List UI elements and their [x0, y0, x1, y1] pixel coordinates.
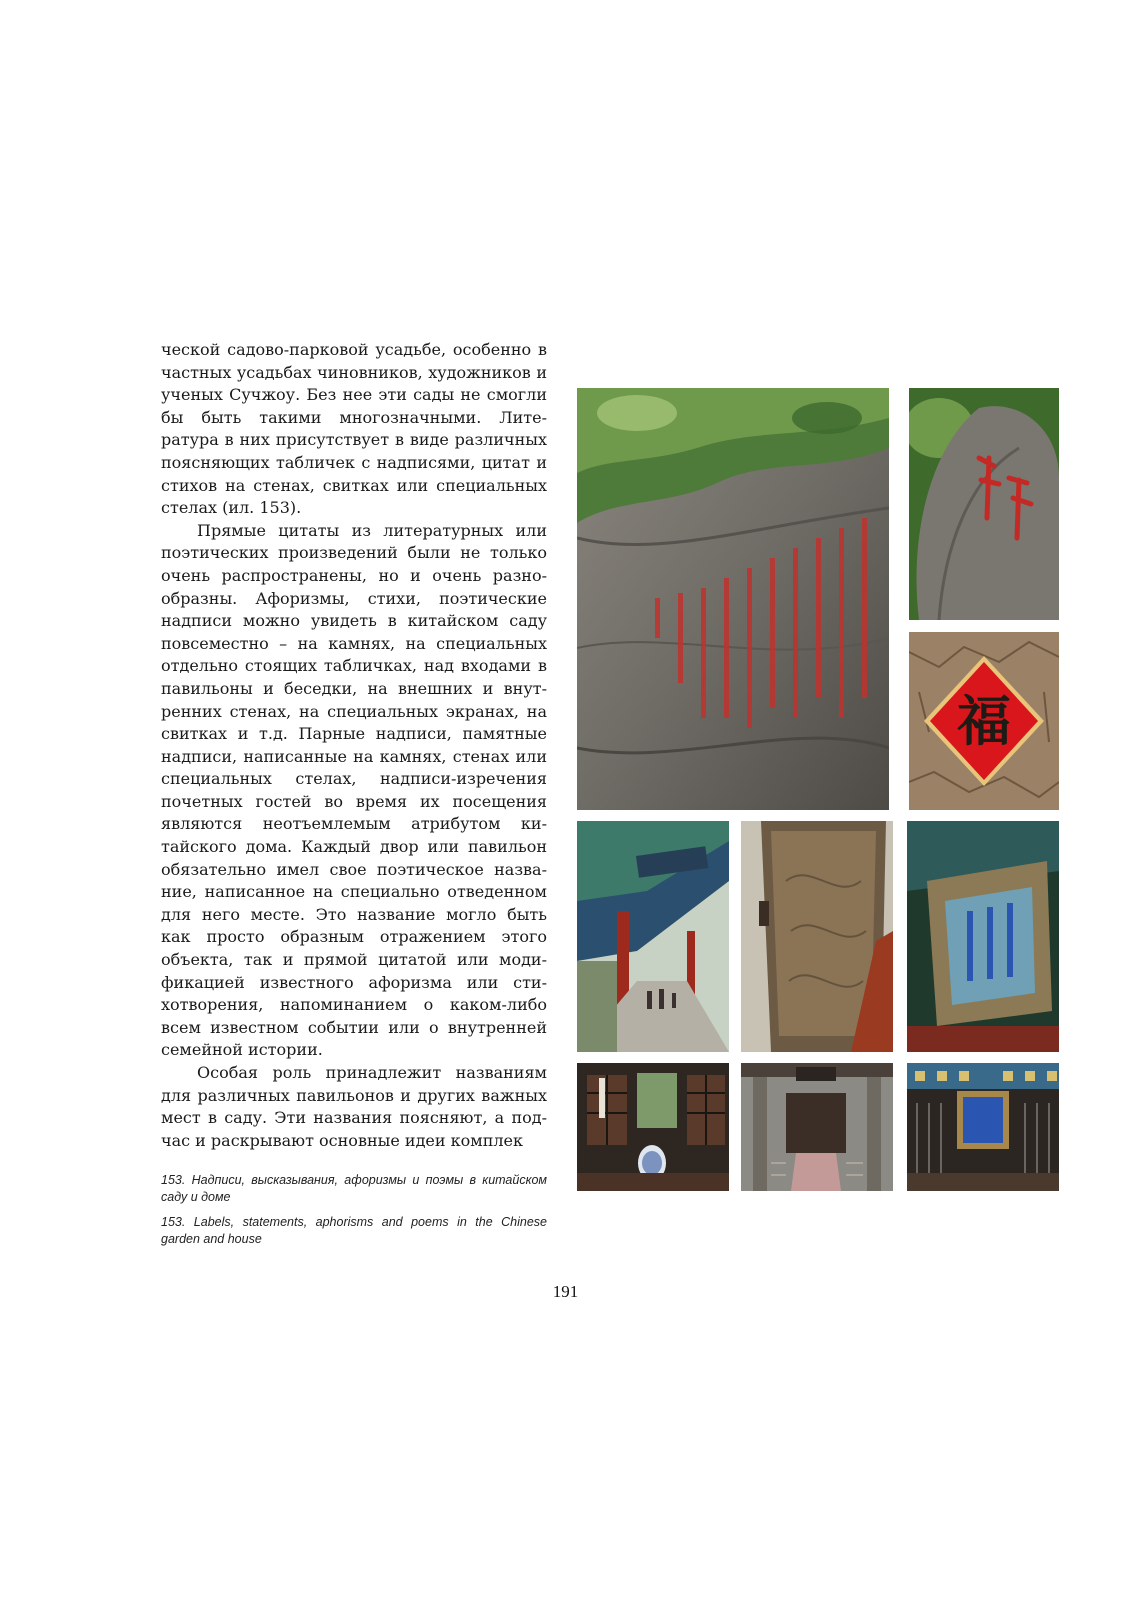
photo-fu-diamond: [909, 632, 1059, 810]
caption-english: 153. Labels, statements, aphorisms and poems in the Chinese garden and house: [161, 1215, 547, 1246]
photo-rock-inscription: [577, 388, 889, 810]
photo-ornate-plaque: [907, 821, 1059, 1052]
body-text-column: [161, 339, 547, 1152]
paragraph-1: ческой садово-парковой усадьбе, особенно в частных усадьбах чиновников, художников и ученых Сучжоу. Без нее эти сады не смогли бы быть такими многозначными. Литература в них присутствует в виде различных поясняющих табличек с надписями, цитат и стихов на стенах, свитках или специальных стелах (ил. 153).: [161, 340, 547, 518]
photo-blue-plaque: [907, 1063, 1059, 1191]
page-number: 191: [552, 1282, 579, 1301]
photo-interior-windows: [577, 1063, 729, 1191]
photo-corridor: [577, 821, 729, 1052]
photo-rock-characters: [909, 388, 1059, 620]
paragraph-2: Прямые цитаты из литературных или поэтических произведений были не только очень распространены, но и очень разнообразны. Афоризмы, стихи, поэтические надписи можно увидеть в китайском саду повсеместно – на камнях, на специальных отдельно стоящих табличках, над входами в павильоны и беседки, на внешних и внутренних стенах, на специальных экранах, на свитках и т.д. Парные надписи, памятные надписи, написанные на камнях, стенах или специальных стелах, надписи-изречения почетных гостей во время их посещения являются неотъемлемым атрибутом китайского дома. Каждый двор или павильон обязательно имел свое поэтическое название, написанное на специально отведенном для него месте. Это название могло быть как просто образным отражением этого объекта, так и прямой цитатой или модификацией известного афоризма или стихотворения, напоминанием о каком-либо всем известном событии или о внутренней семейной истории.: [161, 520, 547, 1060]
caption-russian: 153. Надписи, высказывания, афоризмы и поэмы в китайском саду и доме: [161, 1173, 547, 1204]
paragraph-3: Особая роль принадлежит названиям для различных павильонов и других важных мест в саду. Эти названия поясняют, а подчас и раскрывают основные идеи комплек: [161, 1063, 547, 1150]
photo-carved-panel: [741, 821, 893, 1052]
figure-captions: [161, 1172, 547, 1256]
fu-character: 福: [957, 690, 1011, 753]
photo-hall-entrance: [741, 1063, 893, 1191]
